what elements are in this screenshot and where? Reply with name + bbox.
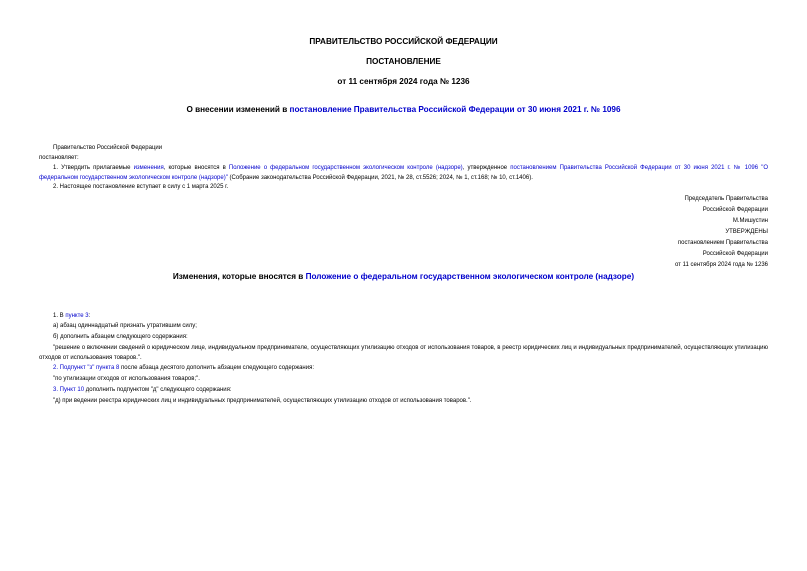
change-3-quote: "д) при ведении реестра юридических лиц и индивидуальных предпринимателей, осуществляющих утилизацию отходов от использования товаров.". <box>53 398 472 404</box>
item-1-text: , утвержденное <box>462 165 511 171</box>
regulation-link[interactable]: Положение о федеральном государственном экологическом контроле (надзоре) <box>228 165 463 171</box>
government-heading: ПРАВИТЕЛЬСТВО РОССИЙСКОЙ ФЕДЕРАЦИИ <box>309 37 498 46</box>
approved-heading: УТВЕРЖДЕНЫ <box>725 229 768 235</box>
change-3-text: дополнить подпунктом "д" следующего содержания: <box>84 387 232 393</box>
change-1-text: 1. В <box>53 313 66 319</box>
change-1-paragraph <box>53 312 90 322</box>
approved-date: от 11 сентября 2024 года № 1236 <box>674 262 768 268</box>
item-1-paragraph <box>39 164 768 183</box>
change-1-text: : <box>88 313 91 319</box>
signature-position: Председатель Правительства <box>684 196 768 202</box>
signature-country: Российской Федерации <box>702 207 768 213</box>
subpoint-z-point-8-link[interactable]: 2. Подпункт "з" пункта 8 <box>53 365 120 371</box>
change-1-quote: "решение о включении сведений о юридическом лице, индивидуальном предпринимателе, осуществляющих утилизацию отходов от использования товаров, в реестр юридических лиц и индивидуальных предпринимателей, осуществляющих утилизацию отходов от использования товаров.". <box>39 345 768 361</box>
document-title-prefix: О внесении изменений в <box>186 105 290 114</box>
document-type-heading: ПОСТАНОВЛЕНИЕ <box>366 57 441 66</box>
change-2-quote: "по утилизации отходов от использования товаров;". <box>53 376 200 382</box>
change-2-paragraph <box>53 364 314 374</box>
approved-by-decree: постановлением Правительства <box>677 240 768 246</box>
change-1-sub-b: б) дополнить абзацем следующего содержания: <box>53 334 188 340</box>
decides-paragraph: постановляет: <box>39 155 79 161</box>
point-10-link[interactable]: 3. Пункт 10 <box>53 387 85 393</box>
point-3-link[interactable]: пункте 3 <box>65 313 89 319</box>
change-2-text: после абзаца десятого дополнить абзацем следующего содержания: <box>119 365 314 371</box>
decree-1096-link[interactable]: постановлением Правительства Российской Федерации от 30 июня 2021 г. № 1096 "О федеральном государственном экологическом контроле (надзоре)" <box>39 165 768 181</box>
changes-link[interactable]: изменения <box>133 165 164 171</box>
government-paragraph: Правительство Российской Федерации <box>53 145 163 151</box>
changes-regulation-link[interactable]: Положение о федеральном государственном экологическом контроле (надзоре) <box>305 272 635 281</box>
item-1-text: 1. Утвердить прилагаемые <box>53 165 134 171</box>
item-1-text: , которые вносятся в <box>163 165 229 171</box>
document-title <box>0 105 807 114</box>
changes-title-prefix: Изменения, которые вносятся в <box>172 272 306 281</box>
date-number-heading: от 11 сентября 2024 года № 1236 <box>337 77 470 86</box>
amended-decree-link[interactable]: постановление Правительства Российской Федерации от 30 июня 2021 г. № 1096 <box>289 105 621 114</box>
item-1-text: (Собрание законодательства Российской Федерации, 2021, № 28, ст.5526; 2024, № 1, ст.168; № 10, ст.1406). <box>227 174 533 181</box>
item-2-paragraph: 2. Настоящее постановление вступает в силу с 1 марта 2025 г. <box>53 184 229 190</box>
change-1-sub-a: а) абзац одиннадцатый признать утратившим силу; <box>53 323 197 329</box>
signature-name: М.Мишустин <box>732 218 768 224</box>
changes-title <box>0 272 807 281</box>
approved-country: Российской Федерации <box>702 251 768 257</box>
change-3-paragraph <box>53 386 232 396</box>
